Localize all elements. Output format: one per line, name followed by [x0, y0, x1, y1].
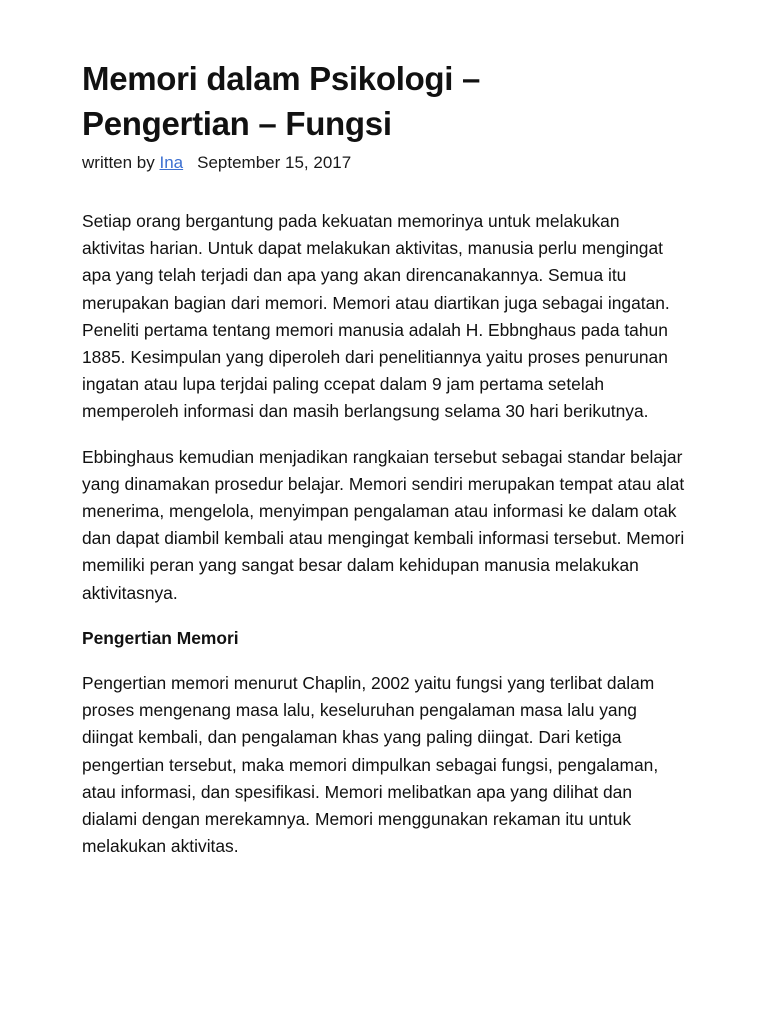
publish-date: September 15, 2017 — [197, 153, 352, 172]
byline — [82, 150, 686, 176]
article-title-line-1: Memori dalam Psikologi – — [82, 60, 481, 97]
byline-prefix: written by — [82, 153, 160, 172]
paragraph-1: Setiap orang bergantung pada kekuatan memorinya untuk melakukan aktivitas harian. Untuk dapat melakukan aktivitas, manusia perlu mengingat apa yang telah terjadi dan apa yang akan direncanakannya. Semua itu merupakan bagian dari memori. Memori atau diartikan juga sebagai ingatan. Peneliti pertama tentang memori manusia adalah H. Ebbnghaus pada tahun 1885. Kesimpulan yang diperoleh dari penelitiannya yaitu proses penurunan ingatan atau lupa terjdai paling ccepat dalam 9 jam pertama setelah memperoleh informasi dan masih berlangsung selama 30 hari berikutnya. — [82, 211, 670, 422]
article-title — [82, 56, 686, 146]
section-paragraph-1: Pengertian memori menurut Chaplin, 2002 yaitu fungsi yang terlibat dalam proses mengenang masa lalu, keseluruhan pengalaman masa lalu yang diingat kembali, dan pengalaman khas yang paling diingat. Dari ketiga pengertian tersebut, maka memori dimpulkan sebagai fungsi, pengalaman, atau informasi, dan spesifikasi. Memori melibatkan apa yang dilihat dan dialami dengan merekamnya. Memori menggunakan rekaman itu untuk melakukan aktivitas. — [82, 673, 659, 857]
article-body — [82, 208, 686, 860]
article-title-line-2: Pengertian – Fungsi — [82, 105, 392, 142]
paragraph-2: Ebbinghaus kemudian menjadikan rangkaian tersebut sebagai standar belajar yang dinamakan prosedur belajar. Memori sendiri merupakan tempat atau alat menerima, mengelola, menyimpan pengalaman atau informasi ke dalam otak dan dapat diambil kembali atau mengingat kembali informasi tersebut. Memori memiliki peran yang sangat besar dalam kehidupan manusia melakukan aktivitasnya. — [82, 446, 685, 603]
section-heading: Pengertian Memori — [82, 627, 239, 648]
author-link[interactable]: Ina — [159, 153, 184, 172]
